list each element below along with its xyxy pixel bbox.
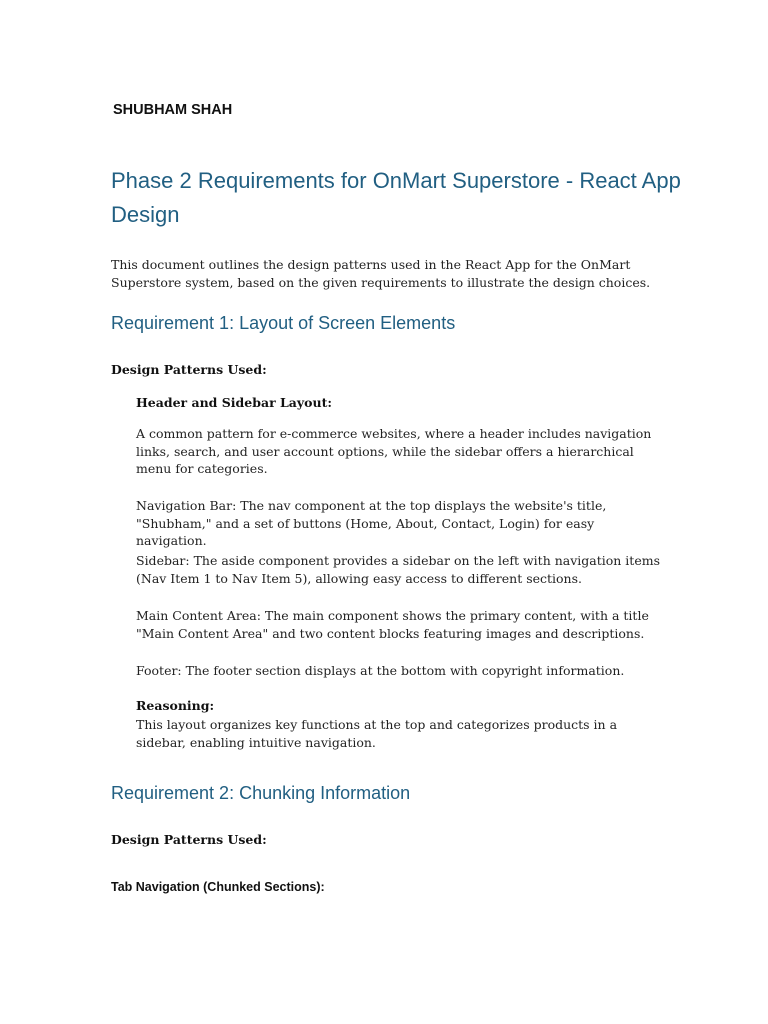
reasoning-paragraph: This layout organizes key functions at the top and categorizes products in a sidebar, enabling intuitive navigation. (136, 717, 618, 750)
document-title: Phase 2 Requirements for OnMart Superstore - React App Design (111, 168, 681, 227)
requirement-2-patterns-label: Design Patterns Used: (111, 832, 267, 847)
requirement-2-heading: Requirement 2: Chunking Information (111, 783, 411, 803)
requirement-1-patterns-label: Design Patterns Used: (111, 362, 267, 377)
footer-paragraph: Footer: The footer section displays at the bottom with copyright information. (136, 663, 625, 678)
main-content-paragraph: Main Content Area: The main component shows the primary content, with a title "Main Content Area" and two content blocks featuring images and descriptions. (136, 608, 649, 641)
intro-paragraph: This document outlines the design patterns used in the React App for the OnMart Superstore system, based on the given requirements to illustrate the design choices. (111, 257, 651, 290)
pattern-description-paragraph: A common pattern for e-commerce websites, where a header includes navigation links, search, and user account options, while the sidebar offers a hierarchical menu for categories. (136, 426, 652, 476)
sidebar-paragraph: Sidebar: The aside component provides a sidebar on the left with navigation items (Nav Item 1 to Nav Item 5), allowing easy access to different sections. (136, 553, 660, 586)
reasoning-label: Reasoning: (136, 698, 215, 713)
requirement-1-heading: Requirement 1: Layout of Screen Elements (111, 313, 456, 333)
author-name: SHUBHAM SHAH (113, 102, 233, 118)
tab-navigation-subheading: Tab Navigation (Chunked Sections): (111, 880, 325, 894)
header-sidebar-subheading: Header and Sidebar Layout: (136, 395, 332, 410)
navigation-bar-paragraph: Navigation Bar: The nav component at the top displays the website's title, "Shubham," and a set of buttons (Home, About, Contact, Login) for easy navigation. (136, 498, 607, 548)
